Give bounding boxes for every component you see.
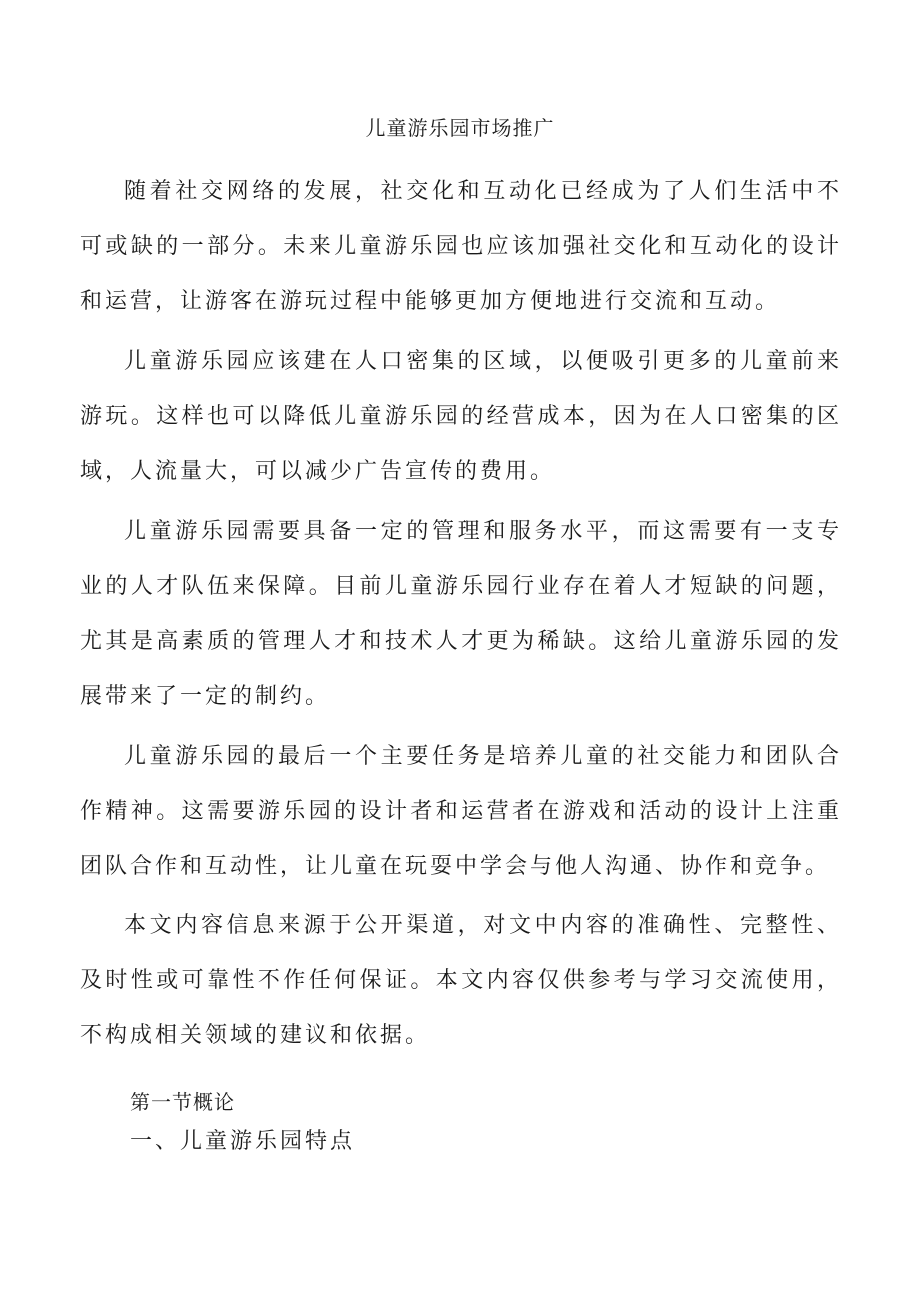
paragraph-social-interaction: 随着社交网络的发展，社交化和互动化已经成为了人们生活中不可或缺的一部分。未来儿童游乐园也应该加强社交化和互动化的设计和运营，让游客在游玩过程中能够更加方便地进行交流和互动。 [80,179,842,314]
document-title: 儿童游乐园市场推广 [365,116,555,140]
paragraph-teamwork: 儿童游乐园的最后一个主要任务是培养儿童的社交能力和团队合作精神。这需要游乐园的设计者和运营者在游戏和活动的设计上注重团队合作和互动性，让儿童在玩耍中学会与他人沟通、协作和竞争。 [80,744,842,879]
paragraph-location: 儿童游乐园应该建在人口密集的区域，以便吸引更多的儿童前来游玩。这样也可以降低儿童游乐园的经营成本，因为在人口密集的区域，人流量大，可以减少广告宣传的费用。 [80,349,842,484]
paragraph-talent: 儿童游乐园需要具备一定的管理和服务水平，而这需要有一支专业的人才队伍来保障。目前儿童游乐园行业存在着人才短缺的问题，尤其是高素质的管理人才和技术人才更为稀缺。这给儿童游乐园的发展带来了一定的制约。 [80,519,842,709]
section-heading: 第一节概论 [130,1090,235,1114]
paragraph-disclaimer: 本文内容信息来源于公开渠道，对文中内容的准确性、完整性、及时性或可靠性不作任何保证。本文内容仅供参考与学习交流使用，不构成相关领域的建议和依据。 [80,913,842,1048]
subsection-heading: 一、儿童游乐园特点 [130,1129,356,1154]
